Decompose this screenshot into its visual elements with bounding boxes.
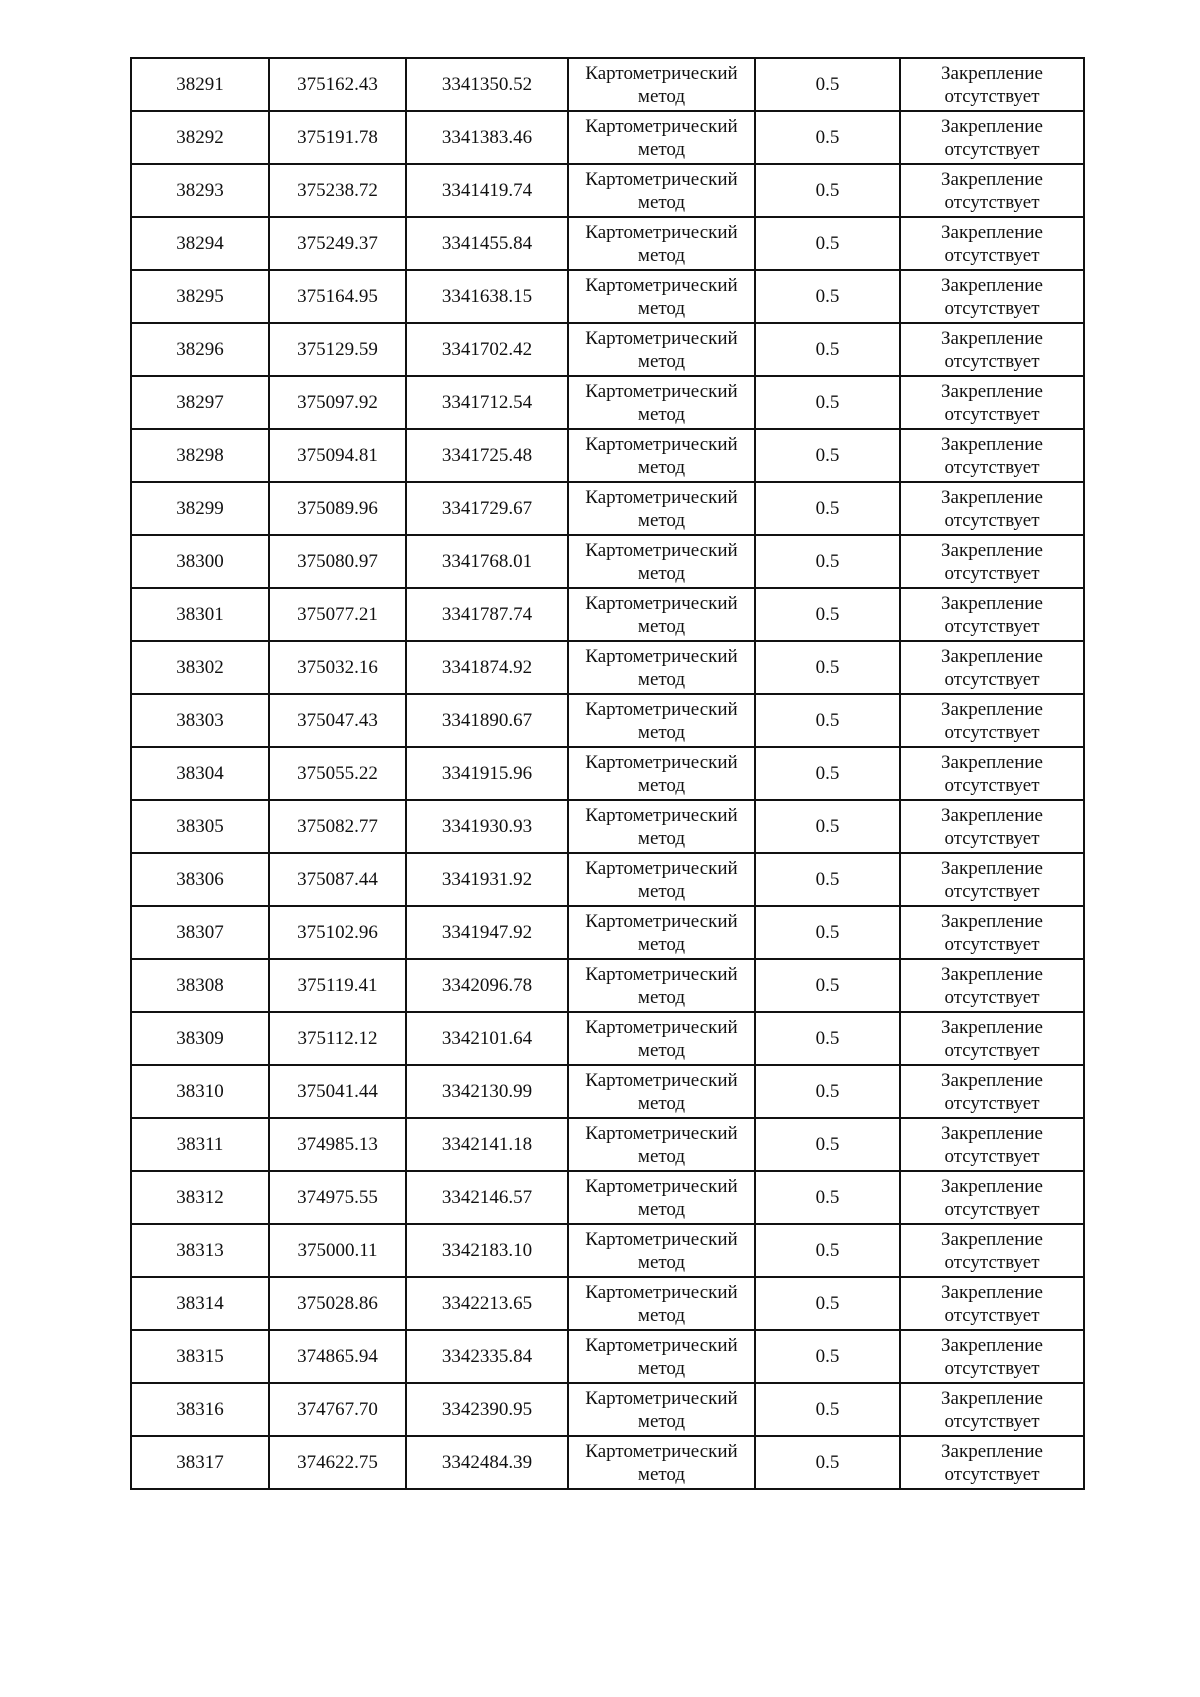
method-line-2: метод [637, 1198, 686, 1220]
x-coordinate-cell: 375162.43 [269, 58, 406, 111]
point-number-cell: 38305 [131, 800, 269, 853]
method-line-1: Картометрический [585, 751, 738, 773]
fixing-line-2: отсутствует [944, 244, 1040, 266]
method-line-1: Картометрический [585, 1281, 738, 1303]
method-line-1: Картометрический [585, 804, 738, 826]
error-cell: 0.5 [755, 111, 900, 164]
method-line-2: метод [637, 509, 686, 531]
method-line-1: Картометрический [585, 433, 738, 455]
fixing-cell [900, 270, 1084, 323]
x-coordinate-cell: 375000.11 [269, 1224, 406, 1277]
y-coordinate-cell: 3341915.96 [406, 747, 568, 800]
method-line-2: метод [637, 456, 686, 478]
point-number-cell: 38292 [131, 111, 269, 164]
y-coordinate-cell: 3341350.52 [406, 58, 568, 111]
method-cell [568, 1065, 755, 1118]
x-coordinate-cell: 374975.55 [269, 1171, 406, 1224]
y-coordinate-cell: 3341931.92 [406, 853, 568, 906]
coordinates-table-body [131, 58, 1084, 1489]
error-cell: 0.5 [755, 588, 900, 641]
method-cell [568, 694, 755, 747]
point-number-cell: 38298 [131, 429, 269, 482]
method-line-1: Картометрический [585, 1069, 738, 1091]
method-cell [568, 429, 755, 482]
table-row [131, 1012, 1084, 1065]
method-cell [568, 800, 755, 853]
method-cell [568, 1171, 755, 1224]
method-cell [568, 641, 755, 694]
fixing-line-1: Закрепление [941, 910, 1043, 932]
point-number-cell: 38300 [131, 535, 269, 588]
method-line-1: Картометрический [585, 910, 738, 932]
point-number-cell: 38291 [131, 58, 269, 111]
method-line-2: метод [637, 1039, 686, 1061]
error-cell: 0.5 [755, 270, 900, 323]
fixing-line-1: Закрепление [941, 1281, 1043, 1303]
method-line-1: Картометрический [585, 857, 738, 879]
y-coordinate-cell: 3341455.84 [406, 217, 568, 270]
method-line-2: метод [637, 1410, 686, 1432]
error-cell: 0.5 [755, 1012, 900, 1065]
y-coordinate-cell: 3341419.74 [406, 164, 568, 217]
method-line-1: Картометрический [585, 1228, 738, 1250]
table-row [131, 535, 1084, 588]
y-coordinate-cell: 3341930.93 [406, 800, 568, 853]
fixing-line-2: отсутствует [944, 1251, 1040, 1273]
method-cell [568, 588, 755, 641]
fixing-line-2: отсутствует [944, 721, 1040, 743]
x-coordinate-cell: 375102.96 [269, 906, 406, 959]
error-cell: 0.5 [755, 1171, 900, 1224]
y-coordinate-cell: 3342213.65 [406, 1277, 568, 1330]
y-coordinate-cell: 3341712.54 [406, 376, 568, 429]
method-line-2: метод [637, 244, 686, 266]
x-coordinate-cell: 375191.78 [269, 111, 406, 164]
table-row [131, 694, 1084, 747]
table-row [131, 164, 1084, 217]
fixing-line-1: Закрепление [941, 380, 1043, 402]
fixing-cell [900, 747, 1084, 800]
x-coordinate-cell: 375249.37 [269, 217, 406, 270]
y-coordinate-cell: 3342096.78 [406, 959, 568, 1012]
fixing-cell [900, 1224, 1084, 1277]
x-coordinate-cell: 374767.70 [269, 1383, 406, 1436]
fixing-line-1: Закрепление [941, 592, 1043, 614]
fixing-cell [900, 853, 1084, 906]
fixing-line-1: Закрепление [941, 539, 1043, 561]
x-coordinate-cell: 375097.92 [269, 376, 406, 429]
error-cell: 0.5 [755, 323, 900, 376]
method-cell [568, 1012, 755, 1065]
x-coordinate-cell: 375077.21 [269, 588, 406, 641]
fixing-line-2: отсутствует [944, 85, 1040, 107]
x-coordinate-cell: 374865.94 [269, 1330, 406, 1383]
method-line-2: метод [637, 827, 686, 849]
method-cell [568, 1383, 755, 1436]
fixing-cell [900, 641, 1084, 694]
fixing-line-2: отсутствует [944, 456, 1040, 478]
error-cell: 0.5 [755, 164, 900, 217]
method-line-2: метод [637, 350, 686, 372]
table-row [131, 323, 1084, 376]
method-line-1: Картометрический [585, 1387, 738, 1409]
fixing-cell [900, 1118, 1084, 1171]
y-coordinate-cell: 3342390.95 [406, 1383, 568, 1436]
method-line-1: Картометрический [585, 168, 738, 190]
method-line-1: Картометрический [585, 1016, 738, 1038]
fixing-line-1: Закрепление [941, 274, 1043, 296]
method-line-1: Картометрический [585, 1122, 738, 1144]
method-line-2: метод [637, 1357, 686, 1379]
error-cell: 0.5 [755, 906, 900, 959]
fixing-line-1: Закрепление [941, 221, 1043, 243]
method-line-2: метод [637, 880, 686, 902]
fixing-line-1: Закрепление [941, 327, 1043, 349]
y-coordinate-cell: 3342101.64 [406, 1012, 568, 1065]
error-cell: 0.5 [755, 1277, 900, 1330]
method-line-1: Картометрический [585, 645, 738, 667]
point-number-cell: 38302 [131, 641, 269, 694]
method-line-1: Картометрический [585, 327, 738, 349]
method-line-2: метод [637, 933, 686, 955]
method-cell [568, 906, 755, 959]
method-line-1: Картометрический [585, 274, 738, 296]
method-cell [568, 1330, 755, 1383]
fixing-cell [900, 164, 1084, 217]
point-number-cell: 38301 [131, 588, 269, 641]
table-row [131, 588, 1084, 641]
method-line-2: метод [637, 1092, 686, 1114]
error-cell: 0.5 [755, 1383, 900, 1436]
fixing-line-1: Закрепление [941, 1228, 1043, 1250]
y-coordinate-cell: 3341890.67 [406, 694, 568, 747]
x-coordinate-cell: 375082.77 [269, 800, 406, 853]
point-number-cell: 38309 [131, 1012, 269, 1065]
x-coordinate-cell: 375129.59 [269, 323, 406, 376]
method-line-1: Картометрический [585, 539, 738, 561]
fixing-line-2: отсутствует [944, 403, 1040, 425]
method-line-1: Картометрический [585, 592, 738, 614]
x-coordinate-cell: 375047.43 [269, 694, 406, 747]
table-row [131, 1171, 1084, 1224]
method-cell [568, 482, 755, 535]
error-cell: 0.5 [755, 694, 900, 747]
point-number-cell: 38304 [131, 747, 269, 800]
y-coordinate-cell: 3342146.57 [406, 1171, 568, 1224]
method-cell [568, 376, 755, 429]
fixing-line-2: отсутствует [944, 827, 1040, 849]
table-row [131, 959, 1084, 1012]
fixing-cell [900, 323, 1084, 376]
fixing-line-2: отсутствует [944, 1357, 1040, 1379]
table-row [131, 800, 1084, 853]
y-coordinate-cell: 3341725.48 [406, 429, 568, 482]
table-row [131, 906, 1084, 959]
table-row [131, 270, 1084, 323]
fixing-line-2: отсутствует [944, 350, 1040, 372]
error-cell: 0.5 [755, 1330, 900, 1383]
point-number-cell: 38313 [131, 1224, 269, 1277]
method-cell [568, 1436, 755, 1489]
fixing-cell [900, 1171, 1084, 1224]
fixing-cell [900, 959, 1084, 1012]
fixing-line-1: Закрепление [941, 645, 1043, 667]
fixing-line-2: отсутствует [944, 1304, 1040, 1326]
method-line-2: метод [637, 615, 686, 637]
y-coordinate-cell: 3341768.01 [406, 535, 568, 588]
fixing-cell [900, 588, 1084, 641]
fixing-line-1: Закрепление [941, 1440, 1043, 1462]
fixing-line-2: отсутствует [944, 138, 1040, 160]
error-cell: 0.5 [755, 1224, 900, 1277]
fixing-cell [900, 694, 1084, 747]
fixing-line-1: Закрепление [941, 1016, 1043, 1038]
fixing-line-2: отсутствует [944, 668, 1040, 690]
method-line-2: метод [637, 1251, 686, 1273]
fixing-line-2: отсутствует [944, 1039, 1040, 1061]
method-cell [568, 747, 755, 800]
fixing-line-2: отсутствует [944, 615, 1040, 637]
method-cell [568, 111, 755, 164]
method-line-2: метод [637, 721, 686, 743]
fixing-line-1: Закрепление [941, 433, 1043, 455]
method-cell [568, 959, 755, 1012]
method-cell [568, 217, 755, 270]
point-number-cell: 38295 [131, 270, 269, 323]
x-coordinate-cell: 374985.13 [269, 1118, 406, 1171]
fixing-line-2: отсутствует [944, 1463, 1040, 1485]
error-cell: 0.5 [755, 1118, 900, 1171]
x-coordinate-cell: 375041.44 [269, 1065, 406, 1118]
method-line-2: метод [637, 297, 686, 319]
method-line-1: Картометрический [585, 115, 738, 137]
y-coordinate-cell: 3342484.39 [406, 1436, 568, 1489]
fixing-line-1: Закрепление [941, 751, 1043, 773]
point-number-cell: 38293 [131, 164, 269, 217]
fixing-line-1: Закрепление [941, 698, 1043, 720]
fixing-line-1: Закрепление [941, 486, 1043, 508]
method-line-2: метод [637, 85, 686, 107]
point-number-cell: 38299 [131, 482, 269, 535]
fixing-line-1: Закрепление [941, 1175, 1043, 1197]
table-row [131, 853, 1084, 906]
y-coordinate-cell: 3342335.84 [406, 1330, 568, 1383]
point-number-cell: 38296 [131, 323, 269, 376]
error-cell: 0.5 [755, 1065, 900, 1118]
method-line-2: метод [637, 1145, 686, 1167]
method-line-2: метод [637, 668, 686, 690]
method-line-1: Картометрический [585, 221, 738, 243]
method-cell [568, 323, 755, 376]
point-number-cell: 38303 [131, 694, 269, 747]
method-line-2: метод [637, 1304, 686, 1326]
point-number-cell: 38306 [131, 853, 269, 906]
point-number-cell: 38307 [131, 906, 269, 959]
fixing-line-1: Закрепление [941, 62, 1043, 84]
point-number-cell: 38315 [131, 1330, 269, 1383]
x-coordinate-cell: 375028.86 [269, 1277, 406, 1330]
fixing-line-1: Закрепление [941, 1387, 1043, 1409]
method-cell [568, 535, 755, 588]
method-cell [568, 1224, 755, 1277]
x-coordinate-cell: 375032.16 [269, 641, 406, 694]
method-cell [568, 1277, 755, 1330]
fixing-line-2: отсутствует [944, 509, 1040, 531]
fixing-line-2: отсутствует [944, 880, 1040, 902]
fixing-line-2: отсутствует [944, 1410, 1040, 1432]
error-cell: 0.5 [755, 747, 900, 800]
x-coordinate-cell: 375119.41 [269, 959, 406, 1012]
fixing-cell [900, 429, 1084, 482]
error-cell: 0.5 [755, 217, 900, 270]
x-coordinate-cell: 375080.97 [269, 535, 406, 588]
method-line-1: Картометрический [585, 486, 738, 508]
fixing-line-2: отсутствует [944, 562, 1040, 584]
fixing-cell [900, 1065, 1084, 1118]
fixing-line-2: отсутствует [944, 1145, 1040, 1167]
y-coordinate-cell: 3341702.42 [406, 323, 568, 376]
error-cell: 0.5 [755, 959, 900, 1012]
x-coordinate-cell: 374622.75 [269, 1436, 406, 1489]
y-coordinate-cell: 3341729.67 [406, 482, 568, 535]
fixing-cell [900, 1277, 1084, 1330]
point-number-cell: 38308 [131, 959, 269, 1012]
error-cell: 0.5 [755, 482, 900, 535]
y-coordinate-cell: 3341638.15 [406, 270, 568, 323]
fixing-line-1: Закрепление [941, 168, 1043, 190]
fixing-cell [900, 58, 1084, 111]
method-line-2: метод [637, 986, 686, 1008]
table-row [131, 111, 1084, 164]
fixing-line-2: отсутствует [944, 774, 1040, 796]
table-row [131, 1383, 1084, 1436]
table-row [131, 376, 1084, 429]
fixing-cell [900, 482, 1084, 535]
method-cell [568, 1118, 755, 1171]
method-line-1: Картометрический [585, 963, 738, 985]
x-coordinate-cell: 375055.22 [269, 747, 406, 800]
fixing-line-1: Закрепление [941, 115, 1043, 137]
error-cell: 0.5 [755, 800, 900, 853]
fixing-cell [900, 376, 1084, 429]
error-cell: 0.5 [755, 853, 900, 906]
fixing-cell [900, 906, 1084, 959]
method-line-1: Картометрический [585, 62, 738, 84]
method-line-1: Картометрический [585, 380, 738, 402]
fixing-cell [900, 800, 1084, 853]
y-coordinate-cell: 3341787.74 [406, 588, 568, 641]
table-row [131, 58, 1084, 111]
fixing-cell [900, 111, 1084, 164]
coordinates-table [130, 57, 1085, 1490]
table-row [131, 1277, 1084, 1330]
fixing-line-2: отсутствует [944, 986, 1040, 1008]
fixing-line-1: Закрепление [941, 963, 1043, 985]
point-number-cell: 38311 [131, 1118, 269, 1171]
table-row [131, 747, 1084, 800]
x-coordinate-cell: 375238.72 [269, 164, 406, 217]
y-coordinate-cell: 3342183.10 [406, 1224, 568, 1277]
x-coordinate-cell: 375089.96 [269, 482, 406, 535]
method-line-1: Картометрический [585, 698, 738, 720]
point-number-cell: 38312 [131, 1171, 269, 1224]
method-cell [568, 58, 755, 111]
method-cell [568, 270, 755, 323]
fixing-line-2: отсутствует [944, 1198, 1040, 1220]
fixing-cell [900, 1436, 1084, 1489]
point-number-cell: 38294 [131, 217, 269, 270]
x-coordinate-cell: 375087.44 [269, 853, 406, 906]
method-line-2: метод [637, 562, 686, 584]
table-row [131, 1224, 1084, 1277]
method-line-2: метод [637, 403, 686, 425]
x-coordinate-cell: 375094.81 [269, 429, 406, 482]
y-coordinate-cell: 3342141.18 [406, 1118, 568, 1171]
fixing-cell [900, 217, 1084, 270]
y-coordinate-cell: 3341947.92 [406, 906, 568, 959]
fixing-cell [900, 1012, 1084, 1065]
fixing-line-2: отсутствует [944, 1092, 1040, 1114]
table-row [131, 217, 1084, 270]
fixing-line-1: Закрепление [941, 804, 1043, 826]
table-row [131, 1065, 1084, 1118]
error-cell: 0.5 [755, 641, 900, 694]
fixing-line-2: отсутствует [944, 933, 1040, 955]
table-row [131, 482, 1084, 535]
table-row [131, 1436, 1084, 1489]
fixing-line-1: Закрепление [941, 1334, 1043, 1356]
method-cell [568, 164, 755, 217]
fixing-line-1: Закрепление [941, 1122, 1043, 1144]
x-coordinate-cell: 375112.12 [269, 1012, 406, 1065]
point-number-cell: 38317 [131, 1436, 269, 1489]
y-coordinate-cell: 3341874.92 [406, 641, 568, 694]
table-row [131, 641, 1084, 694]
error-cell: 0.5 [755, 1436, 900, 1489]
error-cell: 0.5 [755, 58, 900, 111]
error-cell: 0.5 [755, 535, 900, 588]
fixing-line-2: отсутствует [944, 191, 1040, 213]
table-row [131, 1330, 1084, 1383]
method-line-1: Картометрический [585, 1440, 738, 1462]
fixing-line-2: отсутствует [944, 297, 1040, 319]
method-cell [568, 853, 755, 906]
table-row [131, 429, 1084, 482]
fixing-cell [900, 1383, 1084, 1436]
fixing-line-1: Закрепление [941, 1069, 1043, 1091]
method-line-2: метод [637, 774, 686, 796]
y-coordinate-cell: 3341383.46 [406, 111, 568, 164]
error-cell: 0.5 [755, 376, 900, 429]
method-line-2: метод [637, 191, 686, 213]
method-line-1: Картометрический [585, 1175, 738, 1197]
point-number-cell: 38316 [131, 1383, 269, 1436]
method-line-2: метод [637, 1463, 686, 1485]
method-line-1: Картометрический [585, 1334, 738, 1356]
point-number-cell: 38310 [131, 1065, 269, 1118]
point-number-cell: 38314 [131, 1277, 269, 1330]
x-coordinate-cell: 375164.95 [269, 270, 406, 323]
table-row [131, 1118, 1084, 1171]
method-line-2: метод [637, 138, 686, 160]
point-number-cell: 38297 [131, 376, 269, 429]
fixing-cell [900, 1330, 1084, 1383]
fixing-line-1: Закрепление [941, 857, 1043, 879]
error-cell: 0.5 [755, 429, 900, 482]
fixing-cell [900, 535, 1084, 588]
y-coordinate-cell: 3342130.99 [406, 1065, 568, 1118]
